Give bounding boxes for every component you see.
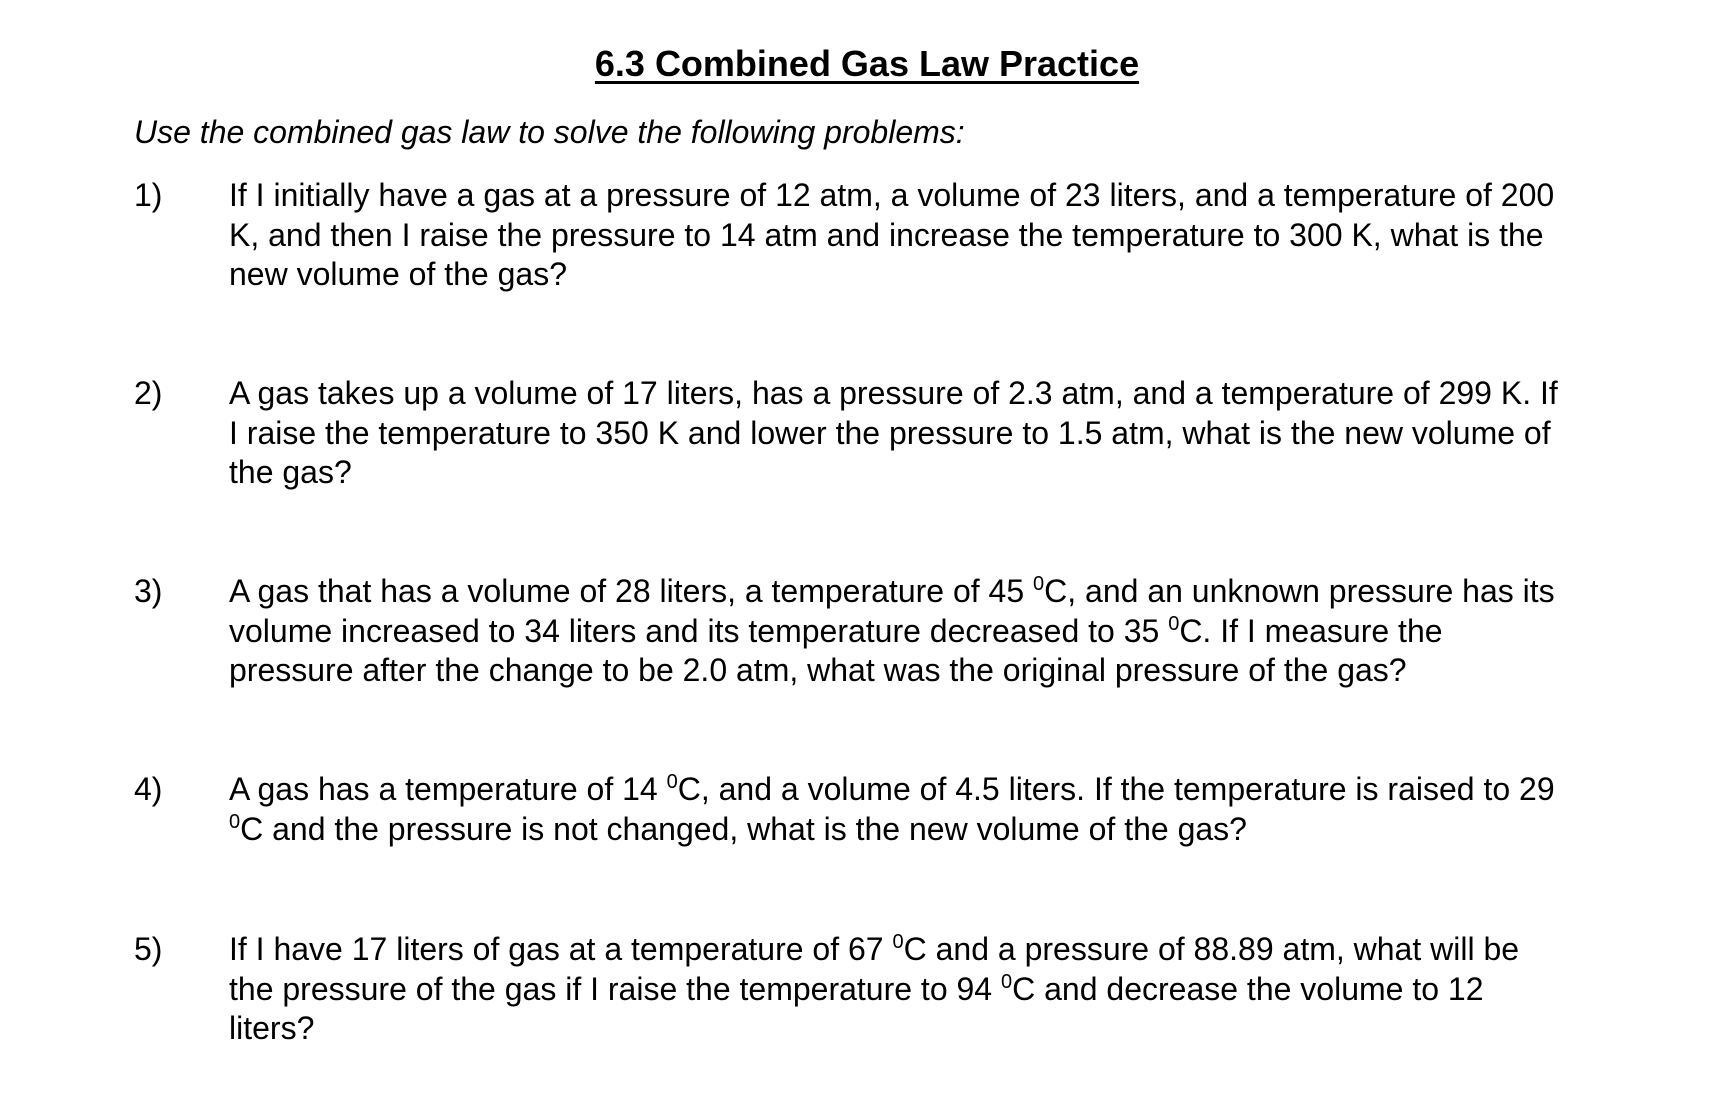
problem-line: If I initially have a gas at a pressure of 12 atm, a volume of 23 liters, and a temperature of 200 <box>229 177 1555 213</box>
text-segment: A gas has a temperature of 14 <box>229 771 667 807</box>
problem-line: new volume of the gas? <box>229 256 567 292</box>
problem-number: 3) <box>134 573 163 609</box>
degree-superscript: 0 <box>666 771 678 793</box>
problem-number: 4) <box>134 771 163 807</box>
problem-number: 2) <box>134 375 163 411</box>
degree-superscript: 0 <box>229 810 241 833</box>
text-segment: C and the pressure is not changed, what is the new volume of the gas? <box>240 810 1247 847</box>
text-segment: the pressure of the gas if I raise the temperature to 94 <box>229 970 1001 1007</box>
text-segment: volume increased to 34 liters and its temperature decreased to 35 <box>229 612 1169 649</box>
problem-line: liters? <box>229 1010 315 1046</box>
problem-line <box>229 612 1729 652</box>
problem-text <box>229 572 1729 691</box>
problem-text <box>229 374 1729 493</box>
problem-number: 5) <box>134 931 163 967</box>
degree-superscript: 0 <box>1168 612 1180 635</box>
problem-line <box>229 930 1729 970</box>
page-title-text: 6.3 Combined Gas Law Practice <box>594 43 1140 84</box>
problem-line: the gas? <box>229 454 352 490</box>
degree-superscript: 0 <box>1000 970 1013 993</box>
problem-text <box>229 770 1729 849</box>
text-segment: C. If I measure the <box>1179 612 1443 649</box>
problem-text <box>229 176 1729 295</box>
problem-line <box>229 810 1729 850</box>
degree-superscript: 0 <box>1033 573 1045 595</box>
problem-line <box>229 970 1729 1010</box>
page-title <box>0 42 1734 86</box>
text-segment: A gas that has a volume of 28 liters, a temperature of 45 <box>229 573 1034 609</box>
text-segment: If I have 17 liters of gas at a temperature of 67 <box>229 931 893 967</box>
text-segment: C, and an unknown pressure has its <box>1044 573 1555 609</box>
problem-line: pressure after the change to be 2.0 atm, what was the original pressure of the gas? <box>229 652 1407 688</box>
problem-number: 1) <box>134 177 163 213</box>
instructions: Use the combined gas law to solve the following problems: <box>134 114 965 150</box>
problem-line: A gas takes up a volume of 17 liters, has a pressure of 2.3 atm, and a temperature of 299 K. If <box>229 375 1558 411</box>
problem-line: K, and then I raise the pressure to 14 atm and increase the temperature to 300 K, what is the <box>229 216 1544 253</box>
text-segment: C, and a volume of 4.5 liters. If the temperature is raised to 29 <box>677 771 1555 807</box>
problem-line: I raise the temperature to 350 K and lower the pressure to 1.5 atm, what is the new volume of <box>229 414 1551 451</box>
text-segment: C and a pressure of 88.89 atm, what will be <box>903 931 1520 967</box>
problem-text <box>229 930 1729 1049</box>
problem-line <box>229 572 1729 612</box>
text-segment: C and decrease the volume to 12 <box>1012 970 1484 1007</box>
degree-superscript: 0 <box>892 931 904 953</box>
problem-line <box>229 770 1729 810</box>
